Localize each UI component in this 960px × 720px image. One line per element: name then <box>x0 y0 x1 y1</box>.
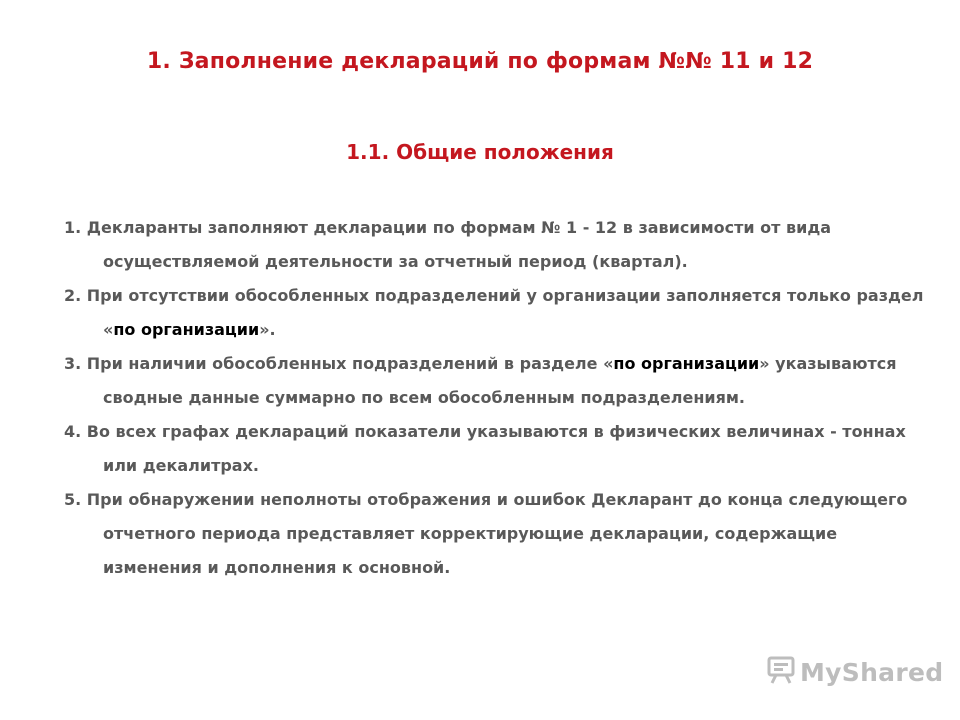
list-item <box>64 347 924 415</box>
watermark <box>766 652 943 692</box>
list-item <box>64 211 924 279</box>
slide-title: 1. Заполнение деклараций по формам №№ 11 и 12 <box>146 49 814 74</box>
item-text-end: ». <box>259 320 276 339</box>
item-text: 2. При отсутствии обособленных подразделений у организации заполняется только раздел « <box>64 286 924 339</box>
item-text-end: » указываются сводные данные суммарно по всем обособленным подразделениям. <box>103 354 897 407</box>
item-text: 3. При наличии обособленных подразделений в разделе « <box>64 354 614 373</box>
item-highlight: по организации <box>113 320 260 339</box>
item-text: 4. Во всех графах деклараций показатели указываются в физических величинах - тоннах или декалитрах. <box>64 422 906 475</box>
rules-list <box>64 211 924 585</box>
list-item <box>64 415 924 483</box>
section-subtitle: 1.1. Общие положения <box>346 140 614 164</box>
watermark-text: MyShared <box>800 657 944 687</box>
item-text: 1. Декларанты заполняют декларации по формам № 1 - 12 в зависимости от вида осуществляемой деятельности за отчетный период (квартал). <box>64 218 832 271</box>
item-text: 5. При обнаружении неполноты отображения и ошибок Декларант до конца следующего отчетного периода представляет корректирующие декларации, содержащие изменения и дополнения к основной. <box>64 490 908 577</box>
list-item <box>64 483 924 585</box>
list-item <box>64 279 924 347</box>
presentation-board-icon <box>766 655 796 689</box>
item-highlight: по организации <box>613 354 760 373</box>
